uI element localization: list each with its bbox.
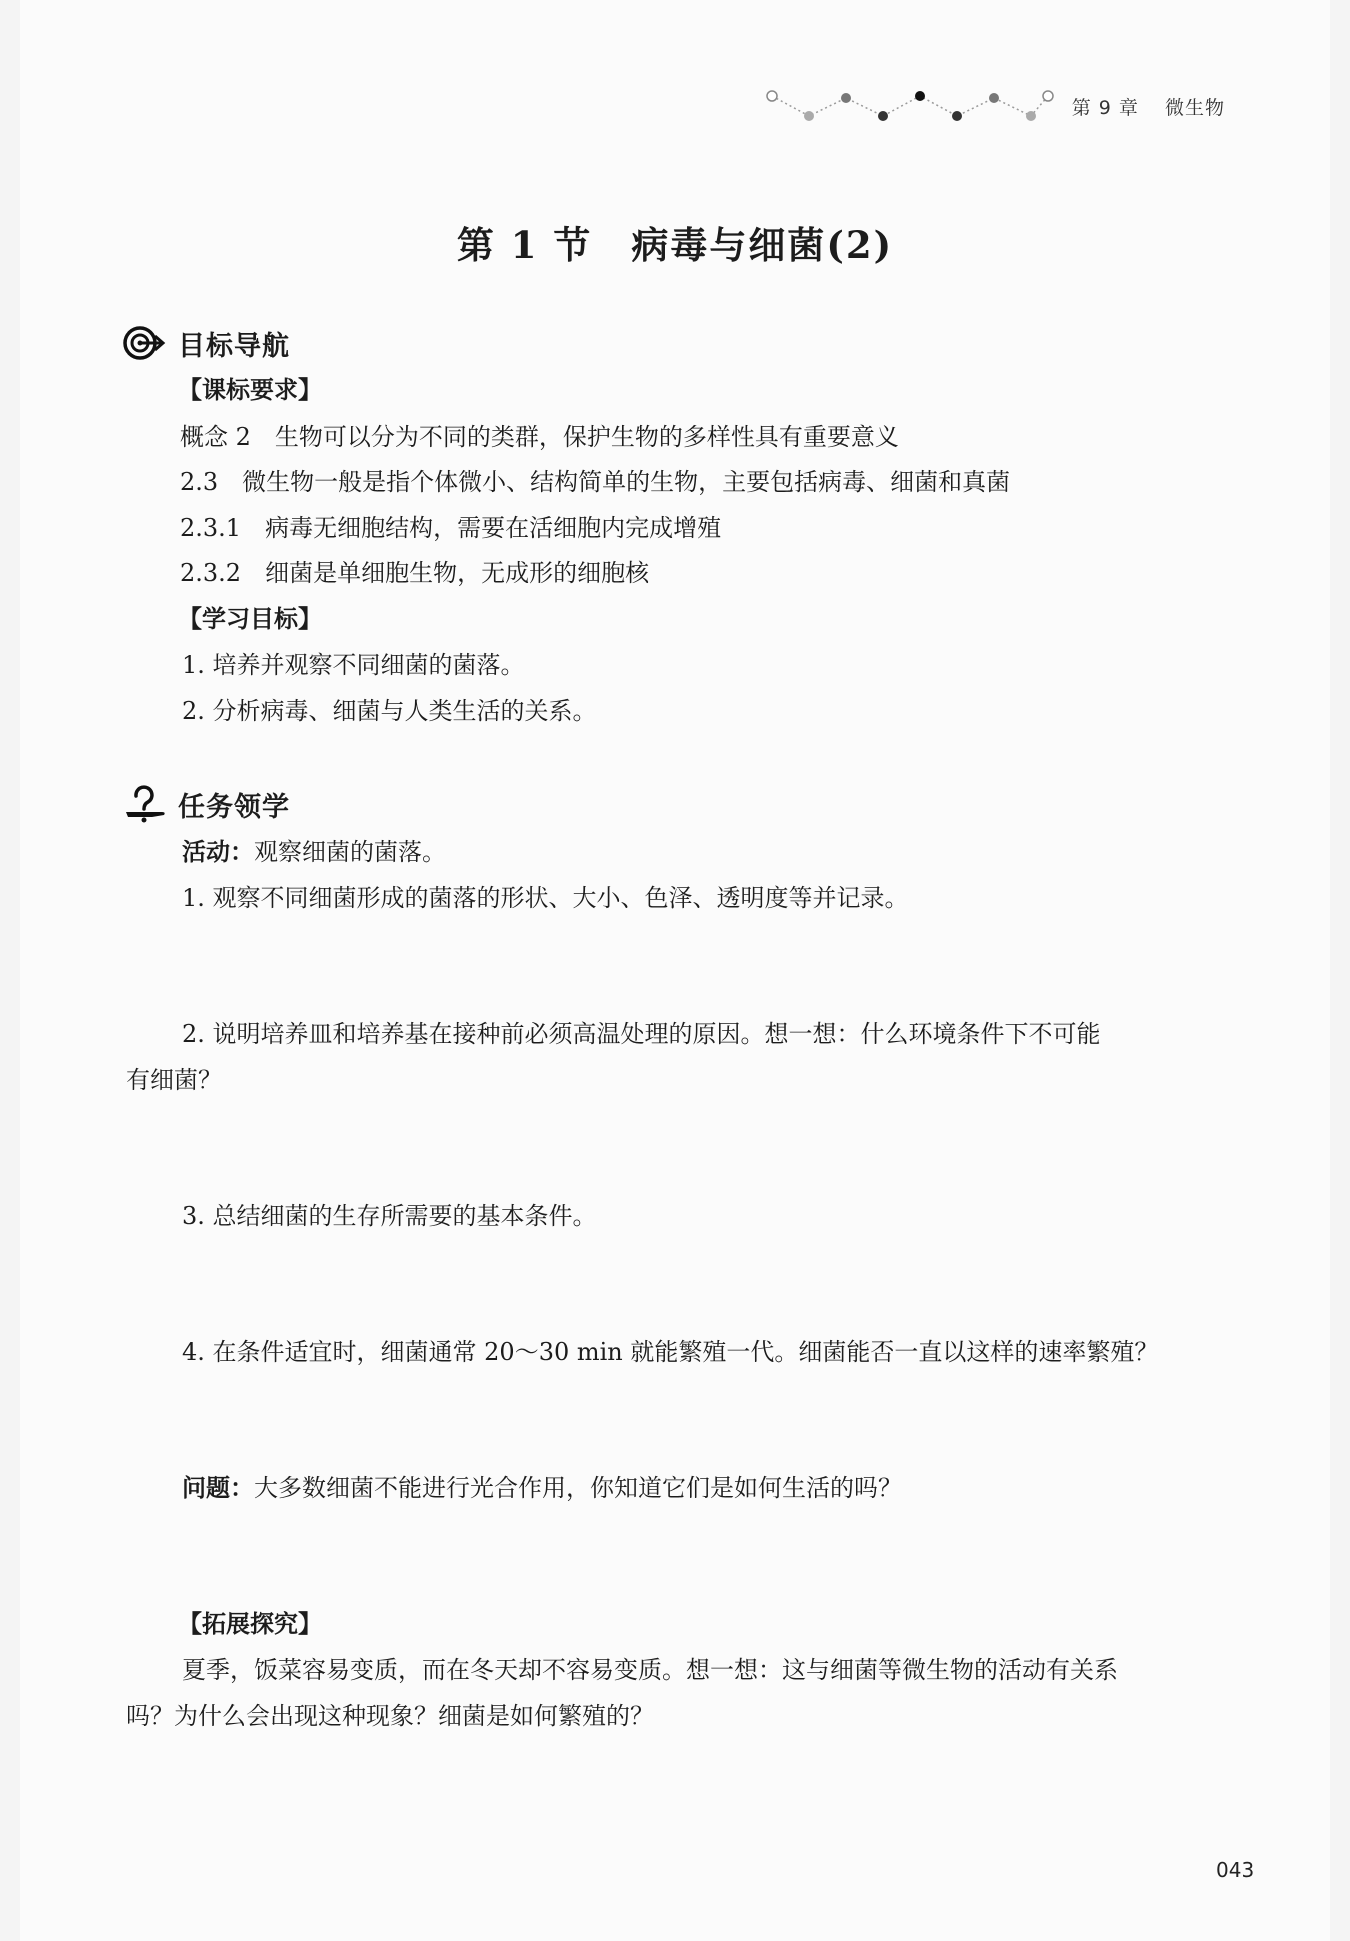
task-question-1: 1. 观察不同细菌形成的菌落的形状、大小、色泽、透明度等并记录。 <box>182 884 909 912</box>
dot-chain-ornament-icon <box>764 88 1054 124</box>
standard-item: 2.3.2 细菌是单细胞生物，无成形的细胞核 <box>180 559 650 587</box>
chapter-subject: 微生物 <box>1164 96 1225 119</box>
page <box>20 0 1330 1941</box>
standard-item: 2.3 微生物一般是指个体微小、结构简单的生物，主要包括病毒、细菌和真菌 <box>180 468 1011 496</box>
standard-item: 概念 2 生物可以分为不同的类群，保护生物的多样性具有重要意义 <box>180 423 899 451</box>
activity-label: 活动： <box>182 838 254 866</box>
target-arrow-icon <box>122 324 168 362</box>
tasks-heading-label: 任务领学 <box>178 791 290 823</box>
problem-line <box>182 1471 902 1505</box>
standards-label: 【课标要求】 <box>178 376 322 404</box>
goals-heading <box>122 323 290 363</box>
task-question-4: 4. 在条件适宜时，细菌通常 20～30 min 就能繁殖一代。细菌能否一直以这样的速率繁殖？ <box>182 1338 1159 1366</box>
chapter-label: 第 9 章 <box>1071 96 1139 119</box>
standard-item: 2.3.1 病毒无细胞结构，需要在活细胞内完成增殖 <box>180 514 722 542</box>
extension-text-line: 夏季，饭菜容易变质，而在冬天却不容易变质。想一想：这与细菌等微生物的活动有关系 <box>182 1656 1118 1684</box>
tasks-heading <box>122 784 290 824</box>
question-hand-icon <box>122 785 168 823</box>
task-question-2-cont: 有细菌？ <box>126 1066 222 1094</box>
extension-text-line: 吗？为什么会出现这种现象？细菌是如何繁殖的？ <box>126 1702 654 1730</box>
objective-item: 2. 分析病毒、细菌与人类生活的关系。 <box>182 697 597 725</box>
page-header <box>764 88 1225 124</box>
activity-text: 观察细菌的菌落。 <box>254 838 446 866</box>
task-question-2: 2. 说明培养皿和培养基在接种前必须高温处理的原因。想一想：什么环境条件下不可能 <box>182 1020 1101 1048</box>
goals-heading-label: 目标导航 <box>178 330 290 362</box>
problem-text: 大多数细菌不能进行光合作用，你知道它们是如何生活的吗？ <box>254 1474 902 1502</box>
page-number: 043 <box>1216 1858 1255 1882</box>
extension-label: 【拓展探究】 <box>178 1610 322 1638</box>
task-question-3: 3. 总结细菌的生存所需要的基本条件。 <box>182 1202 597 1230</box>
objective-item: 1. 培养并观察不同细菌的菌落。 <box>182 651 525 679</box>
activity-line <box>182 835 446 869</box>
objectives-label: 【学习目标】 <box>178 605 322 633</box>
problem-label: 问题： <box>182 1474 254 1502</box>
page-title: 第 1 节 病毒与细菌(2) <box>456 223 894 267</box>
